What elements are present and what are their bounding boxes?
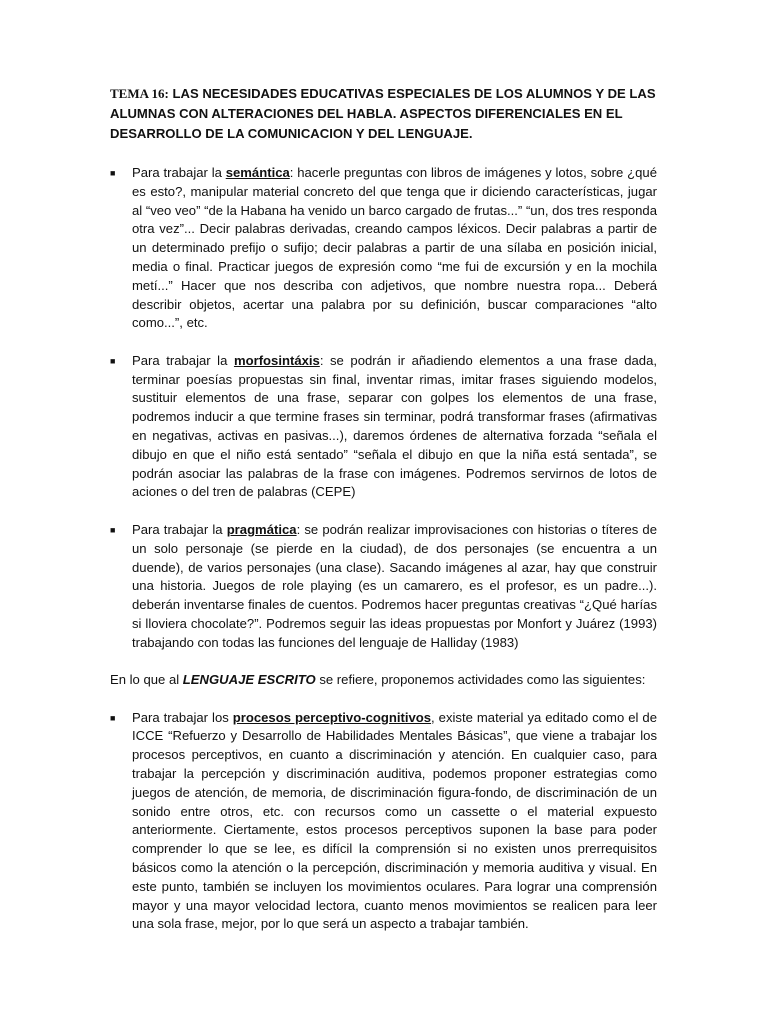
keyword-procesos-perceptivo-cognitivos: procesos perceptivo-cognitivos: [232, 709, 432, 725]
bullet-item-morfosintaxis: [110, 352, 657, 502]
square-bullet-icon: ■: [110, 712, 116, 723]
item-text-after: : hacerle preguntas con libros de imágenes y lotos, sobre ¿qué es esto?, manipular material concreto del que tenga que ir diciendo características, jugar al “veo veo” “de la Habana ha venido un barco cargado de frutas...” “un, dos tres responda otra vez”... Decir palabras derivadas, creando campos léxicos. Decir palabras a partir de un determinado prefijo o sufijo; decir palabras a partir de una sílaba en posición inicial, media o final. Practicar juegos de expresión como “me fui de excursión y en la mochila metí...” Hacer que nos describa con adjetivos, que nombre nuestra ropa... Deberá describir objetos, acertar una palabra por su definición, buscar comparaciones “alto como...”, etc.: [132, 165, 657, 331]
keyword-pragmatica: pragmática: [226, 521, 297, 537]
intro-lenguaje-escrito: LENGUAJE ESCRITO: [182, 672, 316, 688]
bullet-item-procesos: [110, 709, 657, 935]
title-text: LAS NECESIDADES EDUCATIVAS ESPECIALES DE LOS ALUMNOS Y DE LAS ALUMNAS CON ALTERACIONES DEL HABLA. ASPECTOS DIFERENCIALES EN EL DESARROLLO DE LA COMUNICACION Y DEL LENGUAJE.: [110, 86, 656, 141]
bullet-item-semantica: [110, 164, 657, 333]
item-text-after: : se podrán realizar improvisaciones con historias o títeres de un solo personaje (se pierde en la ciudad), de dos personajes (se encuentra a un duende), de varios personajes (una clase). Sacando imágenes al azar, hay que construir una historia. Juegos de role playing (es un camarero, es el profesor, es un padre...). deberán inventarse finales de cuentos. Podremos hacer preguntas creativas “¿Qué harías si lloviera chocolate?”. Podremos seguir las ideas propuestas por Monfort y Juárez (1993) trabajando con todas las funciones del lenguaje de Halliday (1983): [132, 521, 657, 650]
keyword-morfosintaxis: morfosintáxis: [233, 352, 320, 368]
document-page: [110, 84, 657, 953]
square-bullet-icon: ■: [110, 355, 116, 366]
item-text-before: Para trabajar la: [132, 521, 227, 537]
intro-before: En lo que al: [110, 672, 183, 688]
item-text-before: Para trabajar la: [132, 352, 234, 368]
item-text-after: : se podrán ir añadiendo elementos a una frase dada, terminar poesías propuestas sin final, inventar rimas, imitar frases siguiendo modelos, sustituir elementos de una frase, separar con golpes los elementos de una frase, podremos inducir a que termine frases sin terminar, podrá transformar frases (afirmativas en negativas, activas en pasivas...), daremos órdenes de alternativa forzada “señala el dibujo en que el niño está sentado” “señala el dibujo en que la niña está sentada”, se podrán asociar las palabras de la frase con imágenes. Podremos servirnos de lotos de aciones o del tren de palabras (CEPE): [132, 352, 657, 500]
lenguaje-escrito-intro: [110, 671, 657, 690]
document-title: [110, 84, 657, 144]
square-bullet-icon: ■: [110, 168, 116, 178]
intro-after: se refiere, proponemos actividades como las siguientes:: [315, 672, 646, 688]
square-bullet-icon: ■: [110, 524, 116, 535]
item-text-after: , existe material ya editado como el de ICCE “Refuerzo y Desarrollo de Habilidades Mentales Básicas”, que viene a trabajar los procesos perceptivos, en cuanto a discriminación y atención. En cualquier caso, para trabajar la percepción y discriminación auditiva, podemos proponer estrategias como juegos de atención, de memoria, de discriminación figura-fondo, de discriminación de un sonido entre otros, etc. con recursos como un cassette o el material expuesto anteriormente. Ciertamente, estos procesos perceptivos suponen la base para poder comprender lo que se lee, es difícil la comprensión si no existen unos prerrequisitos básicos como la atención o la percepción, discriminación y memoria auditiva y visual. En este punto, también se incluyen los movimientos oculares. Para lograr una comprensión mayor y una mayor velocidad lectora, cuanto menos movimientos se realicen para leer una sola frase, mejor, por lo que será un aspecto a trabajar también.: [132, 709, 657, 932]
item-text-before: Para trabajar la: [132, 165, 226, 180]
bullet-item-pragmatica: [110, 521, 657, 653]
keyword-semantica: semántica: [225, 165, 290, 180]
tema-label: TEMA 16:: [110, 86, 169, 101]
item-text-before: Para trabajar los: [132, 709, 233, 725]
